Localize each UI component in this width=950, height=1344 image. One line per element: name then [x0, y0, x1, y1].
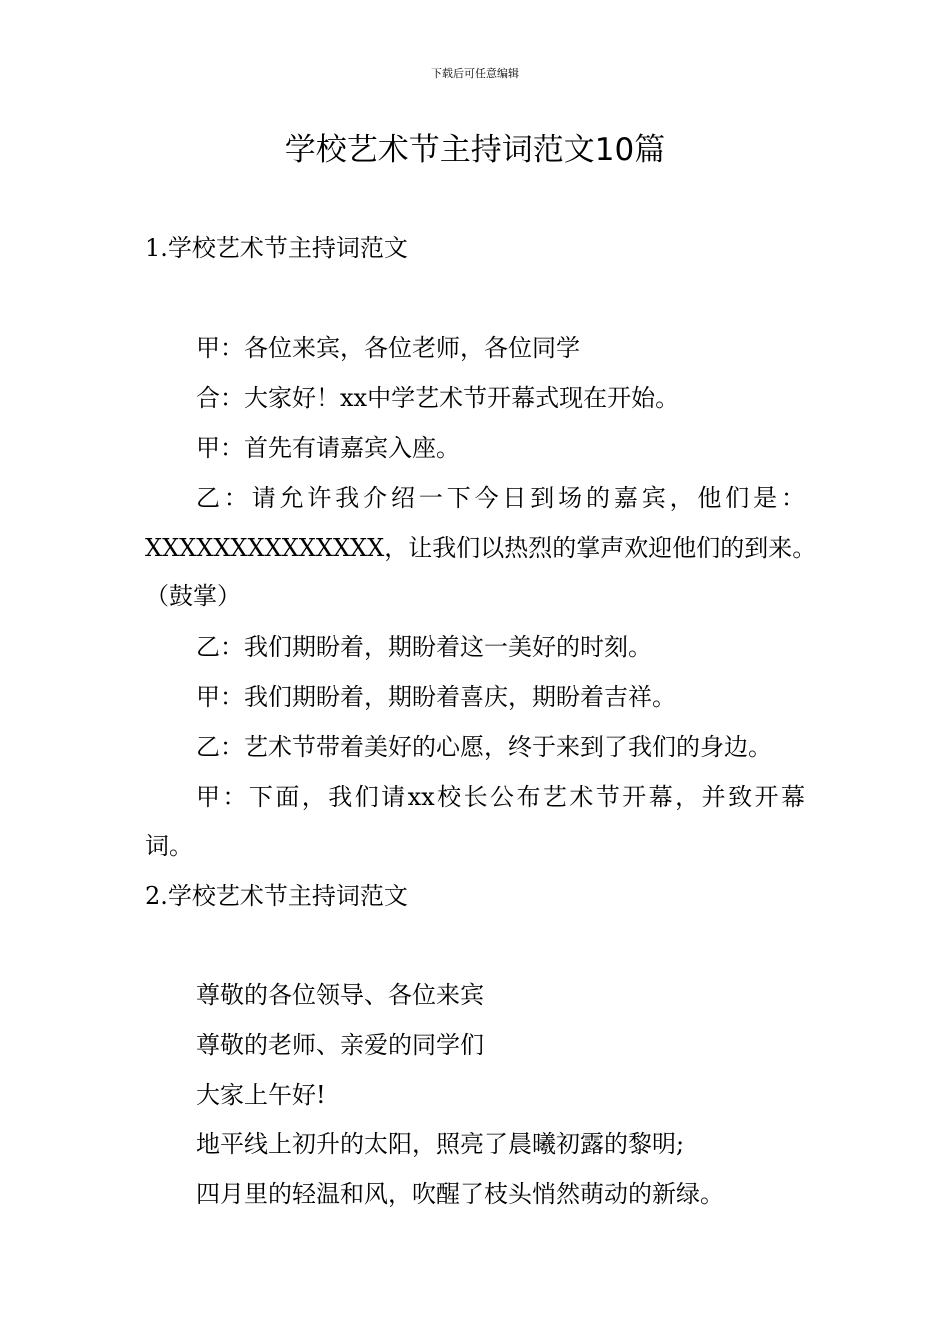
paragraph-line: 合：大家好！xx中学艺术节开幕式现在开始。: [196, 384, 680, 412]
paragraph-line: 乙：请允许我介绍一下今日到场的嘉宾，他们是：: [196, 484, 805, 512]
paragraph-line: XXXXXXXXXXXXXX，让我们以热烈的掌声欢迎他们的到来。: [145, 534, 817, 562]
paragraph-line: 大家上午好!: [196, 1081, 326, 1109]
paragraph-line: 词。: [145, 832, 193, 860]
section-heading: 2.学校艺术节主持词范文: [145, 882, 408, 910]
paragraph-line: 四月里的轻温和风，吹醒了枝头悄然萌动的新绿。: [196, 1180, 724, 1208]
paragraph-line: 地平线上初升的太阳，照亮了晨曦初露的黎明;: [196, 1130, 685, 1158]
paragraph-line: 甲：各位来宾，各位老师，各位同学: [196, 334, 580, 362]
section-heading: 1.学校艺术节主持词范文: [145, 234, 408, 262]
document-title: 学校艺术节主持词范文10篇: [284, 132, 666, 168]
paragraph-line: 尊敬的各位领导、各位来宾: [196, 981, 484, 1009]
header-note: 下载后可任意编辑: [431, 67, 519, 80]
paragraph-line: 乙：艺术节带着美好的心愿，终于来到了我们的身边。: [196, 733, 772, 761]
paragraph-line: （鼓掌）: [145, 582, 241, 610]
paragraph-line: 尊敬的老师、亲爱的同学们: [196, 1031, 484, 1059]
paragraph-line: 甲：首先有请嘉宾入座。: [196, 434, 460, 462]
paragraph-line: 甲：我们期盼着，期盼着喜庆，期盼着吉祥。: [196, 683, 676, 711]
paragraph-line: 乙：我们期盼着，期盼着这一美好的时刻。: [196, 633, 652, 661]
paragraph-line: 甲：下面，我们请xx校长公布艺术节开幕，并致开幕: [196, 783, 805, 811]
